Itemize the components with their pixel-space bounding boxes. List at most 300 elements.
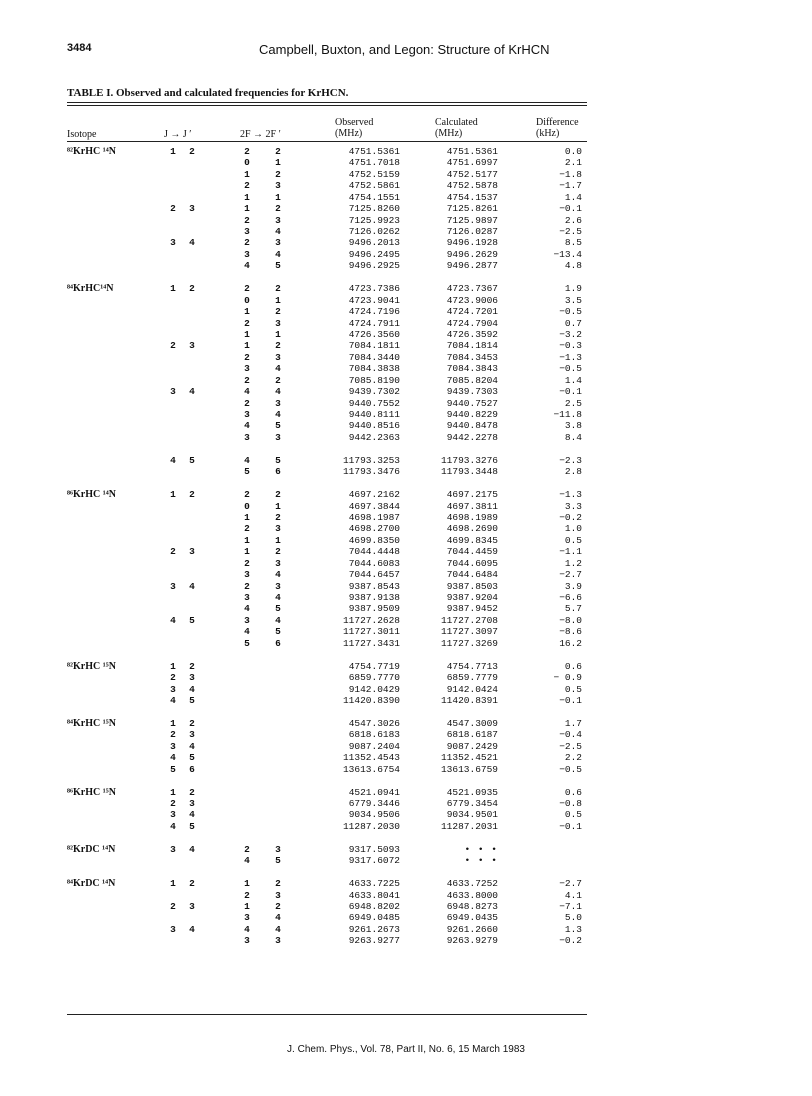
cell-2f-prime: 2 <box>275 374 281 386</box>
cell-difference: −0.5 <box>559 763 582 775</box>
cell-difference: 5.0 <box>564 912 582 924</box>
cell-calculated: 4754.1537 <box>446 191 498 203</box>
cell-2f-prime: 1 <box>275 329 281 340</box>
cell-calculated: 6818.6187 <box>446 729 498 741</box>
cell-j-prime: 3 <box>189 797 195 809</box>
cell-2f: 2 <box>244 374 250 386</box>
table-row <box>0 420 812 432</box>
cell-j: 2 <box>170 340 176 352</box>
table-row <box>0 169 812 181</box>
cell-difference: −0.5 <box>559 306 582 318</box>
cell-observed: 4633.7225 <box>348 878 400 890</box>
cell-calculated: 9440.8229 <box>446 409 498 420</box>
cell-j: 4 <box>170 614 176 626</box>
col-header-observed-unit: (MHz) <box>335 128 363 139</box>
cell-observed: 9387.8543 <box>348 580 400 592</box>
table-row <box>0 226 812 238</box>
cell-difference: −1.3 <box>559 351 582 363</box>
col-header-isotope: Isotope <box>67 129 97 140</box>
table-row <box>0 855 812 867</box>
cell-2f: 1 <box>244 512 250 523</box>
cell-calculated: 9142.0424 <box>446 683 498 695</box>
cell-difference: 1.0 <box>564 523 582 535</box>
cell-j-prime: 4 <box>189 809 195 821</box>
cell-calculated: 7125.8261 <box>446 203 498 215</box>
cell-2f-prime: 3 <box>275 557 281 569</box>
table-row <box>0 924 812 936</box>
cell-observed: 4521.0941 <box>348 786 400 798</box>
cell-calculated: 7125.9897 <box>446 214 498 226</box>
cell-2f-prime: 3 <box>275 843 281 855</box>
cell-calculated: 4633.7252 <box>446 878 498 890</box>
cell-observed: 4723.7386 <box>348 283 400 295</box>
cell-2f-prime: 1 <box>275 157 281 169</box>
table-row <box>0 249 812 261</box>
cell-observed: 7126.0262 <box>348 226 400 237</box>
cell-observed: 6949.0485 <box>348 912 400 924</box>
cell-2f: 2 <box>244 580 250 592</box>
cell-observed: 7084.1811 <box>348 340 400 352</box>
cell-calculated: 9387.9204 <box>446 592 498 603</box>
cell-observed: 7044.4448 <box>348 546 400 558</box>
cell-j: 1 <box>170 489 176 501</box>
cell-2f-prime: 3 <box>275 397 281 409</box>
col-header-calculated-unit: (MHz) <box>435 128 463 139</box>
table-row <box>0 295 812 307</box>
cell-2f-prime: 2 <box>275 340 281 352</box>
cell-2f-prime: 1 <box>275 534 281 546</box>
table-row <box>0 398 812 410</box>
cell-difference: −0.4 <box>559 729 582 741</box>
cell-j: 3 <box>170 843 176 855</box>
cell-2f: 1 <box>244 168 250 180</box>
cell-calculated: 4752.5878 <box>446 180 498 192</box>
cell-calculated: 11727.2708 <box>440 614 498 626</box>
cell-observed: 4699.8350 <box>348 534 400 546</box>
table-bottom-rule <box>67 1014 587 1015</box>
cell-2f: 3 <box>244 248 250 260</box>
cell-difference: −0.1 <box>559 386 582 398</box>
cell-observed: 4754.7719 <box>348 660 400 672</box>
table-row <box>0 489 812 501</box>
cell-2f-prime: 2 <box>275 146 281 157</box>
table-row <box>0 455 812 467</box>
cell-j: 1 <box>170 717 176 729</box>
cell-difference: −6.6 <box>559 592 582 603</box>
table-row <box>0 581 812 593</box>
cell-2f-prime: 3 <box>275 523 281 535</box>
cell-calculated: 9442.2278 <box>446 431 498 443</box>
cell-difference: −2.5 <box>559 740 582 752</box>
cell-difference: −0.2 <box>559 512 582 523</box>
cell-2f: 2 <box>244 397 250 409</box>
cell-difference: 2.8 <box>564 466 582 478</box>
cell-calculated: 4724.7904 <box>446 317 498 329</box>
cell-2f-prime: 6 <box>275 466 281 478</box>
cell-j-prime: 2 <box>189 283 195 295</box>
cell-calculated: 7044.6095 <box>446 557 498 569</box>
cell-difference: −0.2 <box>559 935 582 947</box>
cell-calculated: 9496.1928 <box>446 237 498 249</box>
cell-observed: 9317.5093 <box>348 843 400 855</box>
cell-2f-prime: 3 <box>275 580 281 592</box>
cell-2f: 4 <box>244 603 250 615</box>
table-row <box>0 386 812 398</box>
cell-calculated: 4752.5177 <box>446 168 498 180</box>
table-row <box>0 318 812 330</box>
cell-2f-prime: 4 <box>275 409 281 420</box>
cell-j-prime: 4 <box>189 237 195 249</box>
cell-calculated: 4697.2175 <box>446 489 498 501</box>
cell-observed: 7044.6083 <box>348 557 400 569</box>
cell-observed: 9442.2363 <box>348 431 400 443</box>
cell-2f-prime: 2 <box>275 546 281 558</box>
cell-observed: 9496.2495 <box>348 248 400 260</box>
cell-observed: 4547.3026 <box>348 717 400 729</box>
cell-calculated: 9439.7303 <box>446 386 498 398</box>
cell-j: 2 <box>170 797 176 809</box>
cell-j: 3 <box>170 237 176 249</box>
cell-calculated: 11727.3097 <box>440 626 498 638</box>
cell-2f: 3 <box>244 569 250 581</box>
table-caption: TABLE I. Observed and calculated frequencies for KrHCN. <box>67 87 349 99</box>
cell-difference: 0.6 <box>564 660 582 672</box>
cell-j-prime: 2 <box>189 878 195 890</box>
table-row <box>0 764 812 776</box>
cell-2f: 3 <box>244 431 250 443</box>
cell-j-prime: 6 <box>189 763 195 775</box>
table-row <box>0 684 812 696</box>
cell-observed: 7125.8260 <box>348 203 400 215</box>
cell-difference: − 0.9 <box>553 672 582 684</box>
cell-calculated: 4754.7713 <box>446 660 498 672</box>
cell-calculated: 4698.2690 <box>446 523 498 535</box>
cell-calculated: 11420.8391 <box>440 694 498 706</box>
table-row <box>0 672 812 684</box>
cell-observed: 9439.7302 <box>348 386 400 398</box>
cell-observed: 9440.8516 <box>348 420 400 432</box>
cell-calculated: 9263.9279 <box>446 935 498 947</box>
table-row <box>0 844 812 856</box>
cell-2f-prime: 4 <box>275 569 281 581</box>
cell-2f-prime: 3 <box>275 935 281 947</box>
cell-observed: 9387.9509 <box>348 603 400 615</box>
cell-calculated: 6948.8273 <box>446 900 498 912</box>
cell-2f: 4 <box>244 855 250 867</box>
cell-difference: −1.8 <box>559 168 582 180</box>
cell-j-prime: 2 <box>189 717 195 729</box>
cell-j: 1 <box>170 660 176 672</box>
cell-2f: 3 <box>244 409 250 420</box>
cell-calculated: 7084.1814 <box>446 340 498 352</box>
cell-observed: 4697.2162 <box>348 489 400 501</box>
cell-difference: −2.3 <box>559 454 582 466</box>
cell-j: 1 <box>170 878 176 890</box>
table-row <box>0 146 812 158</box>
cell-difference: −2.5 <box>559 226 582 237</box>
table-row <box>0 912 812 924</box>
cell-2f-prime: 3 <box>275 889 281 901</box>
cell-2f-prime: 4 <box>275 614 281 626</box>
cell-j: 2 <box>170 729 176 741</box>
cell-difference: 2.2 <box>564 752 582 764</box>
cell-2f-prime: 3 <box>275 431 281 443</box>
cell-observed: 11727.3431 <box>342 637 400 649</box>
cell-2f-prime: 5 <box>275 260 281 272</box>
cell-calculated: 9261.2660 <box>446 923 498 935</box>
cell-observed: 4752.5159 <box>348 168 400 180</box>
cell-calculated: 9034.9501 <box>446 809 498 821</box>
cell-j: 2 <box>170 900 176 912</box>
cell-2f-prime: 3 <box>275 214 281 226</box>
cell-calculated: 6779.3454 <box>446 797 498 809</box>
cell-j-prime: 4 <box>189 386 195 398</box>
table-row <box>0 626 812 638</box>
cell-j-prime: 5 <box>189 752 195 764</box>
cell-2f-prime: 1 <box>275 191 281 203</box>
cell-2f: 4 <box>244 454 250 466</box>
table-row <box>0 203 812 215</box>
cell-2f: 2 <box>244 180 250 192</box>
table-row <box>0 192 812 204</box>
cell-observed: 7084.3440 <box>348 351 400 363</box>
cell-calculated: 4697.3811 <box>446 500 498 512</box>
cell-calculated: 9387.8503 <box>446 580 498 592</box>
cell-calculated: 9440.8478 <box>446 420 498 432</box>
cell-difference: 2.6 <box>564 214 582 226</box>
cell-2f: 4 <box>244 923 250 935</box>
cell-2f-prime: 5 <box>275 855 281 867</box>
cell-2f-prime: 2 <box>275 489 281 501</box>
cell-observed: 9496.2925 <box>348 260 400 272</box>
cell-difference: 1.7 <box>564 717 582 729</box>
cell-observed: 9387.9138 <box>348 592 400 603</box>
cell-difference: 1.3 <box>564 923 582 935</box>
cell-2f: 1 <box>244 329 250 340</box>
table-row <box>0 306 812 318</box>
cell-isotope: ⁸⁶KrHC ¹⁴N <box>67 489 116 501</box>
cell-j-prime: 5 <box>189 694 195 706</box>
table-row <box>0 798 812 810</box>
cell-difference: 1.9 <box>564 283 582 295</box>
cell-2f-prime: 4 <box>275 592 281 603</box>
cell-2f: 2 <box>244 214 250 226</box>
cell-calculated: 9387.9452 <box>446 603 498 615</box>
cell-2f-prime: 5 <box>275 420 281 432</box>
cell-observed: 6779.3446 <box>348 797 400 809</box>
cell-2f: 2 <box>244 557 250 569</box>
cell-j: 4 <box>170 820 176 832</box>
cell-calculated: 11793.3276 <box>440 454 498 466</box>
cell-j-prime: 2 <box>189 660 195 672</box>
table-row <box>0 935 812 947</box>
cell-2f: 1 <box>244 191 250 203</box>
cell-calculated: 4698.1989 <box>446 512 498 523</box>
cell-observed: 9087.2404 <box>348 740 400 752</box>
cell-2f-prime: 2 <box>275 512 281 523</box>
cell-2f: 5 <box>244 466 250 478</box>
cell-j: 1 <box>170 786 176 798</box>
cell-2f-prime: 4 <box>275 912 281 924</box>
cell-calculated: 4699.8345 <box>446 534 498 546</box>
cell-2f-prime: 2 <box>275 168 281 180</box>
table-row <box>0 535 812 547</box>
cell-observed: 7125.9923 <box>348 214 400 226</box>
cell-j: 2 <box>170 672 176 684</box>
cell-calculated: 4726.3592 <box>446 329 498 340</box>
cell-difference: 0.5 <box>564 534 582 546</box>
cell-2f-prime: 5 <box>275 603 281 615</box>
cell-calculated: 11793.3448 <box>440 466 498 478</box>
page-number: 3484 <box>67 42 92 54</box>
cell-j: 2 <box>170 546 176 558</box>
cell-calculated: • • • <box>464 855 498 867</box>
cell-2f-prime: 4 <box>275 386 281 398</box>
table-row <box>0 809 812 821</box>
cell-j-prime: 3 <box>189 203 195 215</box>
cell-observed: 4724.7196 <box>348 306 400 318</box>
cell-2f-prime: 3 <box>275 351 281 363</box>
table-row <box>0 878 812 890</box>
cell-j-prime: 4 <box>189 580 195 592</box>
cell-isotope: ⁸⁶KrHC ¹⁵N <box>67 786 116 798</box>
table-row <box>0 260 812 272</box>
table-row <box>0 752 812 764</box>
cell-difference: 3.5 <box>564 294 582 306</box>
cell-calculated: 11352.4521 <box>440 752 498 764</box>
cell-j-prime: 4 <box>189 843 195 855</box>
cell-calculated: 9440.7527 <box>446 397 498 409</box>
cell-2f: 1 <box>244 306 250 318</box>
cell-2f: 1 <box>244 340 250 352</box>
table-row <box>0 215 812 227</box>
cell-calculated: 4751.5361 <box>446 146 498 157</box>
cell-j-prime: 2 <box>189 146 195 157</box>
col-header-observed-label: Observed <box>335 117 374 128</box>
cell-isotope: ⁸²KrHC ¹⁵N <box>67 660 116 672</box>
table-row <box>0 512 812 524</box>
cell-2f: 3 <box>244 592 250 603</box>
col-header-f: 2F → 2F ′ <box>240 129 281 140</box>
cell-difference: −3.2 <box>559 329 582 340</box>
cell-observed: 11727.2628 <box>342 614 400 626</box>
cell-j-prime: 4 <box>189 683 195 695</box>
cell-difference: −8.0 <box>559 614 582 626</box>
col-header-calculated-label: Calculated <box>435 117 478 128</box>
table-row <box>0 558 812 570</box>
cell-observed: 7044.6457 <box>348 569 400 581</box>
table-row <box>0 501 812 513</box>
table-row <box>0 546 812 558</box>
table-row <box>0 638 812 650</box>
table-row <box>0 375 812 387</box>
cell-2f: 0 <box>244 500 250 512</box>
cell-2f: 4 <box>244 260 250 272</box>
cell-difference: −1.3 <box>559 489 582 501</box>
cell-j-prime: 3 <box>189 546 195 558</box>
cell-calculated: 4723.9006 <box>446 294 498 306</box>
cell-calculated: 4547.3009 <box>446 717 498 729</box>
cell-difference: 1.2 <box>564 557 582 569</box>
cell-observed: 6859.7770 <box>348 672 400 684</box>
cell-2f: 3 <box>244 363 250 375</box>
table-row <box>0 340 812 352</box>
cell-observed: 4697.3844 <box>348 500 400 512</box>
cell-difference: 4.8 <box>564 260 582 272</box>
table-row <box>0 352 812 364</box>
cell-2f: 3 <box>244 614 250 626</box>
table-row <box>0 661 812 673</box>
cell-calculated: 7044.6484 <box>446 569 498 581</box>
cell-calculated: 9496.2877 <box>446 260 498 272</box>
cell-2f: 2 <box>244 489 250 501</box>
cell-2f-prime: 3 <box>275 180 281 192</box>
cell-isotope: ⁸⁴KrHC ¹⁵N <box>67 717 116 729</box>
cell-difference: −0.8 <box>559 797 582 809</box>
cell-difference: −1.7 <box>559 180 582 192</box>
table-row <box>0 729 812 741</box>
cell-j-prime: 4 <box>189 740 195 752</box>
cell-observed: 7085.8190 <box>348 374 400 386</box>
cell-2f: 1 <box>244 546 250 558</box>
cell-observed: 6818.6183 <box>348 729 400 741</box>
table-row <box>0 741 812 753</box>
cell-difference: 2.5 <box>564 397 582 409</box>
cell-observed: 9440.7552 <box>348 397 400 409</box>
cell-2f: 3 <box>244 226 250 237</box>
cell-2f-prime: 2 <box>275 878 281 890</box>
cell-calculated: 13613.6759 <box>440 763 498 775</box>
cell-2f: 1 <box>244 878 250 890</box>
cell-j: 3 <box>170 386 176 398</box>
cell-observed: 9317.6072 <box>348 855 400 867</box>
cell-2f: 0 <box>244 157 250 169</box>
cell-observed: 4752.5861 <box>348 180 400 192</box>
cell-difference: −7.1 <box>559 900 582 912</box>
cell-j-prime: 4 <box>189 923 195 935</box>
cell-2f: 2 <box>244 889 250 901</box>
cell-observed: 9261.2673 <box>348 923 400 935</box>
cell-j: 1 <box>170 283 176 295</box>
cell-2f: 2 <box>244 317 250 329</box>
cell-j: 3 <box>170 809 176 821</box>
table-row <box>0 409 812 421</box>
cell-observed: 4698.1987 <box>348 512 400 523</box>
cell-2f: 1 <box>244 534 250 546</box>
cell-j-prime: 3 <box>189 900 195 912</box>
table-row <box>0 180 812 192</box>
table-row <box>0 718 812 730</box>
cell-observed: 4723.9041 <box>348 294 400 306</box>
cell-difference: 0.5 <box>564 809 582 821</box>
table-row <box>0 821 812 833</box>
cell-calculated: 9496.2629 <box>446 248 498 260</box>
cell-j-prime: 5 <box>189 820 195 832</box>
cell-2f-prime: 2 <box>275 900 281 912</box>
cell-j: 5 <box>170 763 176 775</box>
table-row <box>0 901 812 913</box>
table-row <box>0 890 812 902</box>
cell-difference: −13.4 <box>553 248 582 260</box>
table-row <box>0 787 812 799</box>
cell-difference: 0.5 <box>564 683 582 695</box>
cell-calculated: 6859.7779 <box>446 672 498 684</box>
cell-2f-prime: 2 <box>275 283 281 295</box>
cell-difference: 0.0 <box>564 146 582 157</box>
cell-observed: 11287.2030 <box>342 820 400 832</box>
cell-j-prime: 5 <box>189 454 195 466</box>
cell-observed: 4751.7018 <box>348 157 400 169</box>
